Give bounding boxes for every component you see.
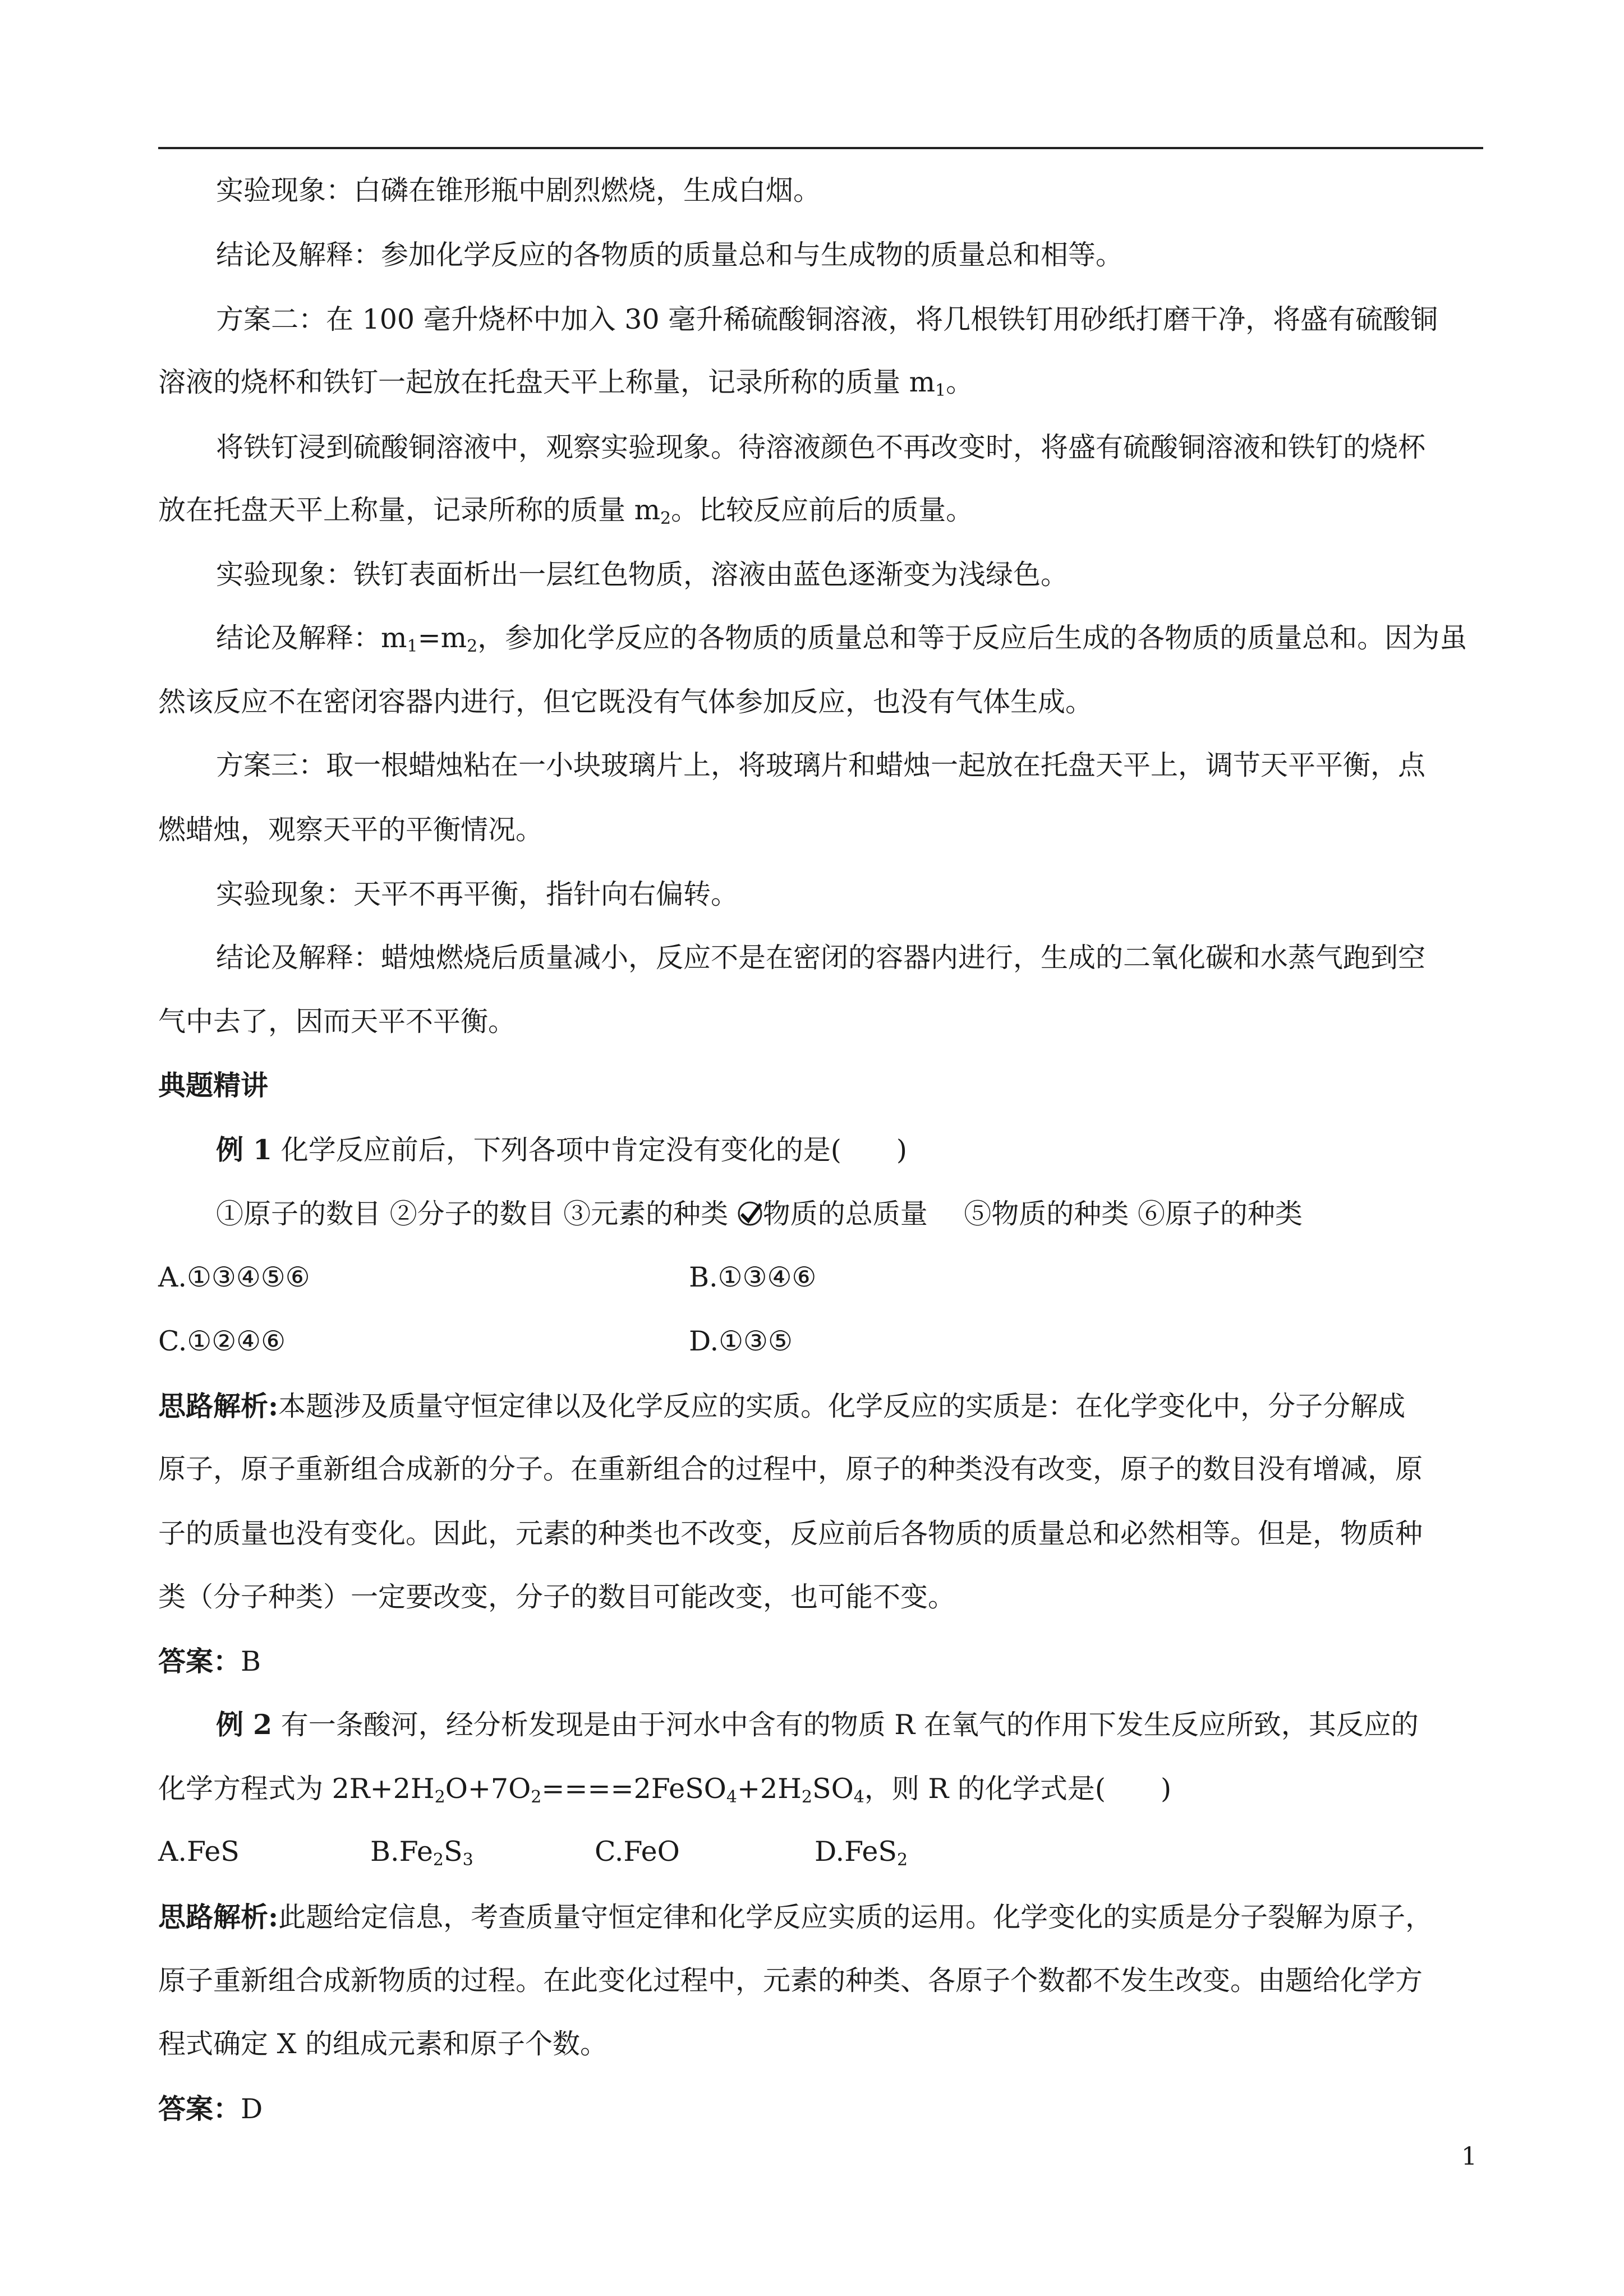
check-mark-icon — [737, 1201, 763, 1227]
example-2-analysis: 原子重新组合成新物质的过程。在此变化过程中，元素的种类、各原子个数都不发生改变。由题给化学方 — [158, 1965, 1423, 1997]
text-line: 然该反应不在密闭容器内进行，但它既没有气体参加反应，也没有气体生成。 — [158, 686, 1093, 718]
option-b: B.①③④⑥ — [689, 1261, 817, 1293]
example-2-analysis: 程式确定 X 的组成元素和原子个数。 — [158, 2028, 608, 2060]
text-line: 结论及解释：蜡烛燃烧后质量减小，反应不是在密闭的容器内进行，生成的二氧化碳和水蒸气跑到空 — [216, 942, 1426, 974]
option-d: D.FeS$_2$ — [815, 1836, 908, 1870]
text-line: 气中去了，因而天平不平衡。 — [158, 1006, 516, 1038]
text-line: 方案三：取一根蜡烛粘在一小块玻璃片上，将玻璃片和蜡烛一起放在托盘天平上，调节天平平衡，点 — [216, 749, 1426, 781]
example-1-analysis: 类（分子种类）一定要改变，分子的数目可能改变，也可能不变。 — [158, 1581, 956, 1613]
text-line: 实验现象：天平不再平衡，指针向右偏转。 — [216, 878, 739, 910]
example-1-analysis: 原子，原子重新组合成新的分子。在重新组合的过程中，原子的种类没有改变，原子的数目没有增减，原 — [158, 1453, 1423, 1485]
option-a: A.FeS — [158, 1836, 240, 1868]
option-a: A.①③④⑤⑥ — [158, 1261, 310, 1293]
option-c: C.FeO — [595, 1836, 680, 1868]
text-line: 实验现象：铁钉表面析出一层红色物质，溶液由蓝色逐渐变为浅绿色。 — [216, 559, 1069, 591]
text-line: 结论及解释：$m_1=m_2$，参加化学反应的各物质的质量总和等于反应后生成的各物质的质量总和。因为虽 — [216, 622, 1467, 656]
text-line: 结论及解释：参加化学反应的各物质的质量总和与生成物的质量总和相等。 — [216, 239, 1124, 271]
page-number: 1 — [1461, 2142, 1477, 2171]
option-b: $B.Fe_2S_3$ — [370, 1836, 473, 1870]
text-line: 将铁钉浸到硫酸铜溶液中，观察实验现象。待溶液颜色不再改变时，将盛有硫酸铜溶液和铁钉的烧杯 — [216, 431, 1426, 463]
example-1-analysis: 思路解析:本题涉及质量守恒定律以及化学反应的实质。化学反应的实质是：在化学变化中，分子分解成 — [158, 1390, 1406, 1422]
example-1-items: ①原子的数目 ②分子的数目 ③元素的种类 物质的总质量 ⑤物质的种类 ⑥原子的种类 — [216, 1198, 1303, 1230]
example-2-analysis: 思路解析:此题给定信息，考查质量守恒定律和化学反应实质的运用。化学变化的实质是分子裂解为原子， — [158, 1901, 1433, 1933]
text-line: 方案二：在 100 毫升烧杯中加入 30 毫升稀硫酸铜溶液，将几根铁钉用砂纸打磨干净，将盛有硫酸铜 — [216, 303, 1438, 335]
example-1-analysis: 子的质量也没有变化。因此，元素的种类也不改变，反应前后各物质的质量总和必然相等。但是，物质种 — [158, 1518, 1423, 1550]
example-2-question: 例 2 有一条酸河，经分析发现是由于河水中含有的物质 R 在氧气的作用下发生反应所致，其反应的 — [216, 1708, 1419, 1741]
example-1-question: 例 1 化学反应前后，下列各项中肯定没有变化的是( ) — [216, 1133, 907, 1166]
section-title: 典题精讲 — [158, 1069, 269, 1101]
option-d: D.①③⑤ — [689, 1325, 793, 1357]
text-line: 实验现象：白磷在锥形瓶中剧烈燃烧，生成白烟。 — [216, 174, 821, 206]
option-c: C.①②④⑥ — [158, 1325, 286, 1357]
example-2-equation: 化学方程式为 $2R+2H_2O+7O_2====2FeSO_4+2H_2SO_4$，则 R 的化学式是( ) — [158, 1773, 1172, 1807]
header-rule — [158, 147, 1483, 149]
text-line: 放在托盘天平上称量，记录所称的质量 $m_2$。比较反应前后的质量。 — [158, 494, 974, 528]
example-2-answer: 答案：D — [158, 2092, 263, 2125]
text-line: 燃蜡烛，观察天平的平衡情况。 — [158, 814, 544, 846]
text-line: 溶液的烧杯和铁钉一起放在托盘天平上称量，记录所称的质量 $m_1$。 — [158, 366, 974, 400]
example-1-answer: 答案：B — [158, 1645, 261, 1677]
